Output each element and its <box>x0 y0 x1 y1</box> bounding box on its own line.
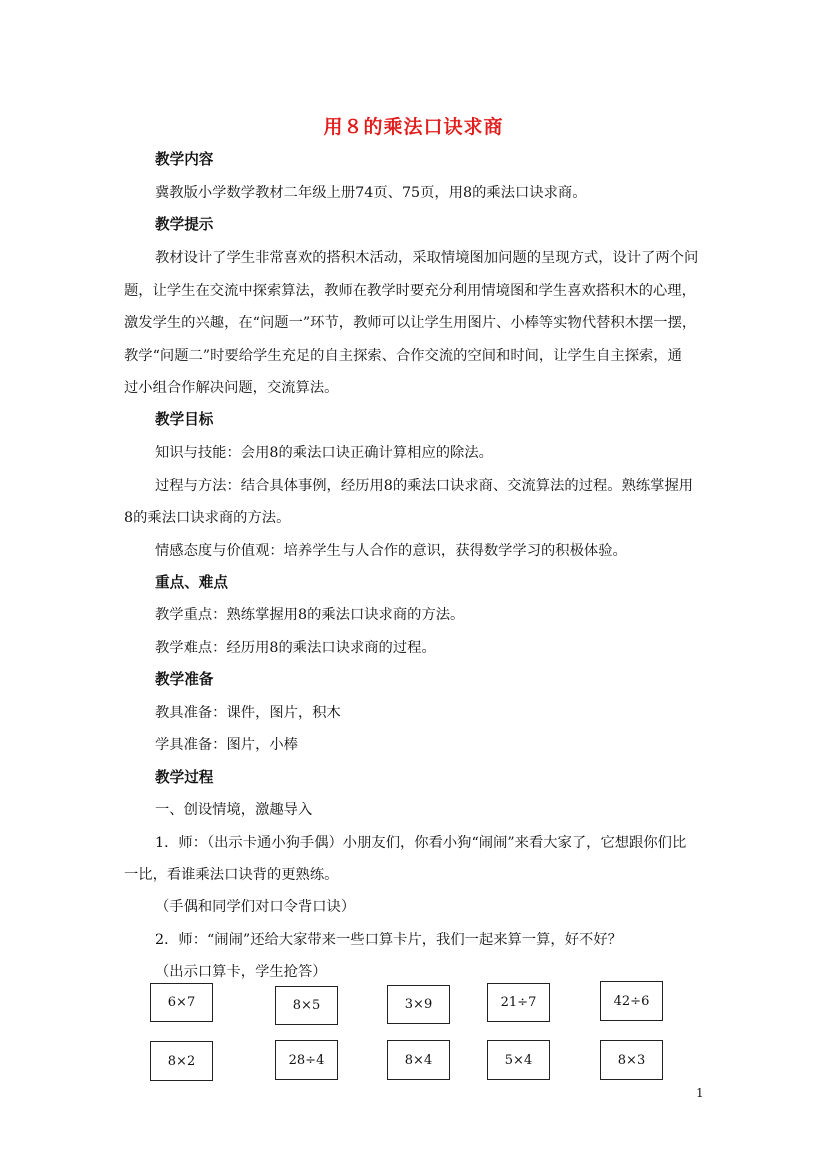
key-line-1: 教学重点：熟练掌握用8的乘法口诀求商的方法。 <box>155 607 465 623</box>
heading-teaching-process: 教学过程 <box>155 769 214 786</box>
content-text: 冀教版小学数学教材二年级上册74页、75页，用8的乘法口诀求商。 <box>155 185 587 201</box>
heading-teaching-hint: 教学提示 <box>155 216 214 233</box>
heading-key-points: 重点、难点 <box>155 574 228 591</box>
calc-card: 5×4 <box>487 1040 550 1080</box>
process-line-6: （出示口算卡，学生抢答） <box>155 964 327 980</box>
heading-teaching-goal: 教学目标 <box>155 411 214 428</box>
hint-line-1: 教材设计了学生非常喜欢的搭积木活动，采取情境图加问题的呈现方式，设计了两个问 <box>155 250 699 266</box>
calc-card: 8×2 <box>150 1041 213 1081</box>
prep-line-1: 教具准备：课件，图片，积木 <box>155 705 341 721</box>
process-line-3: 一比，看谁乘法口诀背的更熟练。 <box>124 867 339 883</box>
prep-line-2: 学具准备：图片，小棒 <box>155 737 298 753</box>
goal-line-4: 情感态度与价值观：培养学生与人合作的意识，获得数学学习的积极体验。 <box>155 543 627 559</box>
hint-line-3: 激发学生的兴趣，在“问题一”环节，教师可以让学生用图片、小棒等实物代替积木摆一摆， <box>124 315 697 331</box>
goal-line-3: 8的乘法口诀求商的方法。 <box>124 510 291 526</box>
calc-card: 28÷4 <box>275 1040 338 1080</box>
document-title: 用８的乘法口诀求商 <box>323 116 504 138</box>
heading-teaching-prep: 教学准备 <box>155 671 214 688</box>
hint-line-4: 教学“问题二”时要给学生充足的自主探索、合作交流的空间和时间，让学生自主探索，通 <box>124 348 682 364</box>
process-line-1: 一、创设情境，激趣导入 <box>155 802 313 818</box>
heading-teaching-content: 教学内容 <box>155 151 214 168</box>
calc-card: 42÷6 <box>600 981 663 1021</box>
process-line-4: （手偶和同学们对口令背口诀） <box>155 899 356 915</box>
page-number: 1 <box>696 1086 704 1100</box>
calc-card: 8×3 <box>600 1040 663 1080</box>
process-line-2: 1．师：（出示卡通小狗手偶）小朋友们，你看小狗“闹闹”来看大家了，它想跟你们比 <box>155 835 687 851</box>
key-line-2: 教学难点：经历用8的乘法口诀求商的过程。 <box>155 640 436 656</box>
hint-line-2: 题，让学生在交流中探索算法，教师在教学时要充分利用情境图和学生喜欢搭积木的心理， <box>124 283 696 299</box>
calc-card: 8×4 <box>387 1040 450 1080</box>
hint-line-5: 过小组合作解决问题，交流算法。 <box>124 380 339 396</box>
calc-card: 3×9 <box>387 985 450 1024</box>
calc-card: 21÷7 <box>487 983 550 1022</box>
calc-card: 8×5 <box>275 986 338 1025</box>
process-line-5: 2．师：“闹闹”还给大家带来一些口算卡片，我们一起来算一算，好不好？ <box>155 932 622 948</box>
goal-line-1: 知识与技能：会用8的乘法口诀正确计算相应的除法。 <box>155 445 493 461</box>
calc-card: 6×7 <box>150 983 213 1022</box>
goal-line-2: 过程与方法：结合具体事例，经历用8的乘法口诀求商、交流算法的过程。熟练掌握用 <box>155 478 694 494</box>
